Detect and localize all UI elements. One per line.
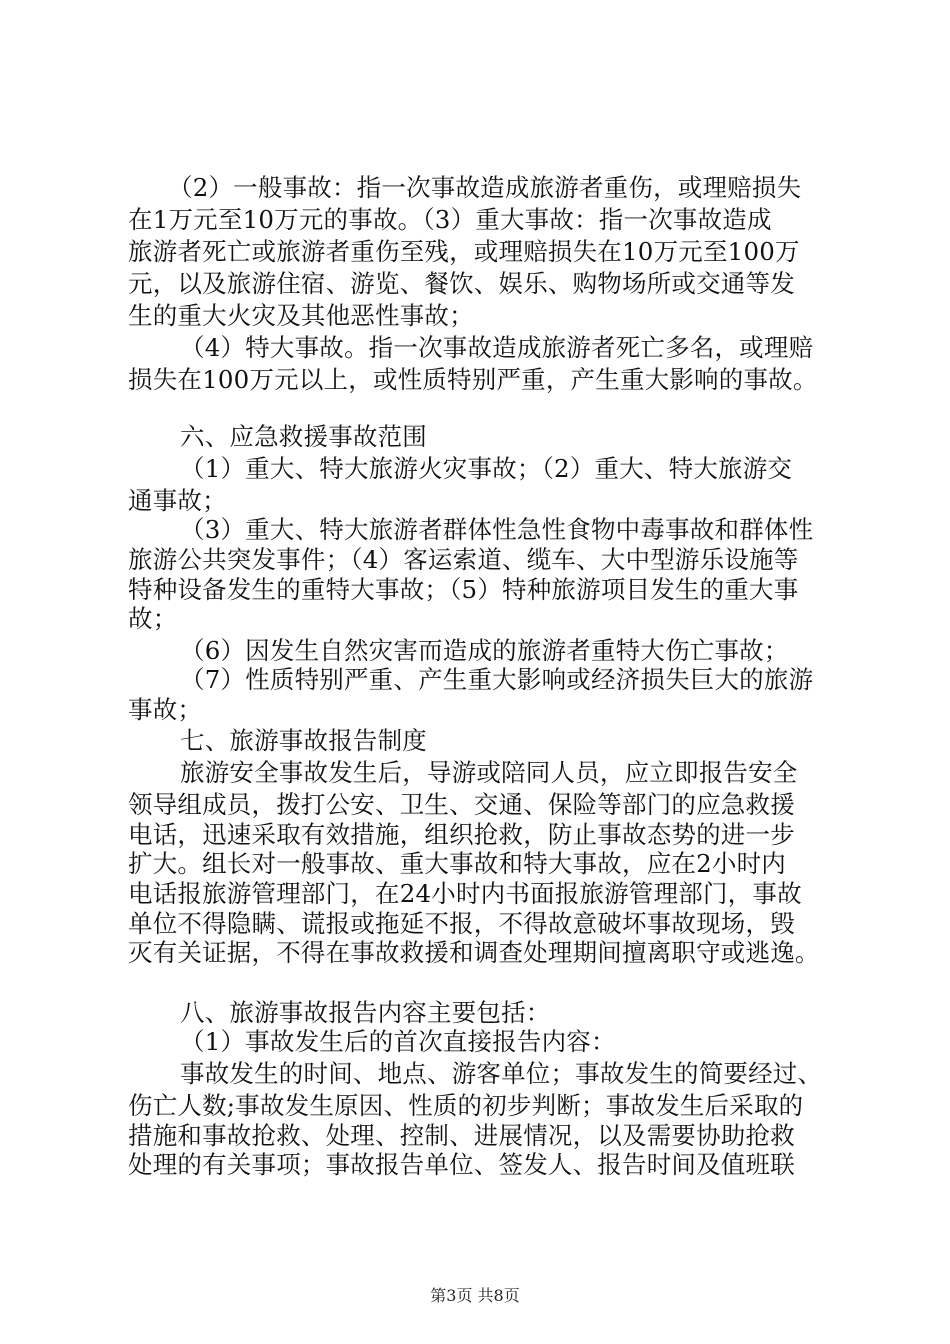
text-line: 电话，迅速采取有效措施，组织抢救，防止事故态势的进一步 (128, 820, 795, 849)
text-line: （3）重大、特大旅游者群体性急性食物中毒事故和群体性 (180, 515, 814, 544)
text-line: 单位不得隐瞒、谎报或拖延不报，不得故意破坏事故现场，毁 (128, 909, 795, 938)
page-number-footer: 第3页 共8页 (430, 1286, 520, 1305)
text-line: 事故发生的时间、地点、游客单位；事故发生的简要经过、 (180, 1059, 823, 1088)
text-line: 旅游公共突发事件；（4）客运索道、缆车、大中型游乐设施等 (128, 545, 799, 574)
text-line: 生的重大火灾及其他恶性事故； (128, 301, 474, 330)
text-line: 措施和事故抢救、处理、控制、进展情况，以及需要协助抢救 (128, 1121, 795, 1150)
text-line: （7）性质特别严重、产生重大影响或经济损失巨大的旅游 (180, 665, 814, 694)
text-line: 元，以及旅游住宿、游览、餐饮、娱乐、购物场所或交通等发 (128, 269, 795, 298)
text-line: 损失在100万元以上，或性质特别严重，产生重大影响的事故。 (128, 365, 818, 394)
text-line: （2）一般事故：指一次事故造成旅游者重伤，或理赔损失 (168, 173, 802, 202)
text-line: 处理的有关事项；事故报告单位、签发人、报告时间及值班联 (128, 1150, 795, 1179)
text-line: 领导组成员，拨打公安、卫生、交通、保险等部门的应急救援 (128, 790, 795, 819)
text-line: 旅游安全事故发生后，导游或陪同人员，应立即报告安全 (180, 758, 798, 787)
text-line: 事故； (128, 695, 203, 724)
text-line: 通事故； (128, 486, 227, 515)
text-line: 旅游者死亡或旅游者重伤至残，或理赔损失在10万元至100万 (128, 237, 800, 266)
text-line: （1）事故发生后的首次直接报告内容： (180, 1027, 616, 1056)
text-line: 伤亡人数;事故发生原因、性质的初步判断；事故发生后采取的 (128, 1091, 804, 1120)
text-line: 扩大。组长对一般事故、重大事故和特大事故，应在2小时内 (128, 849, 786, 878)
text-line: （6）因发生自然灾害而造成的旅游者重特大伤亡事故； (180, 636, 789, 665)
text-line: 在1万元至10万元的事故。（3）重大事故：指一次事故造成 (128, 205, 772, 234)
text-line: 灭有关证据，不得在事故救援和调查处理期间擅离职守或逃逸。 (128, 938, 820, 967)
section-heading: 七、旅游事故报告制度 (180, 726, 427, 755)
text-line: 特种设备发生的重特大事故；（5）特种旅游项目发生的重大事 (128, 575, 799, 604)
text-line: 电话报旅游管理部门，在24小时内书面报旅游管理部门，事故 (128, 879, 802, 908)
section-heading: 六、应急救援事故范围 (180, 422, 427, 451)
text-line: （4）特大事故。指一次事故造成旅游者死亡多名，或理赔 (180, 333, 814, 362)
text-line: （1）重大、特大旅游火灾事故；（2）重大、特大旅游交 (180, 454, 793, 483)
text-line: 故； (128, 604, 178, 633)
section-heading: 八、旅游事故报告内容主要包括： (180, 998, 551, 1027)
